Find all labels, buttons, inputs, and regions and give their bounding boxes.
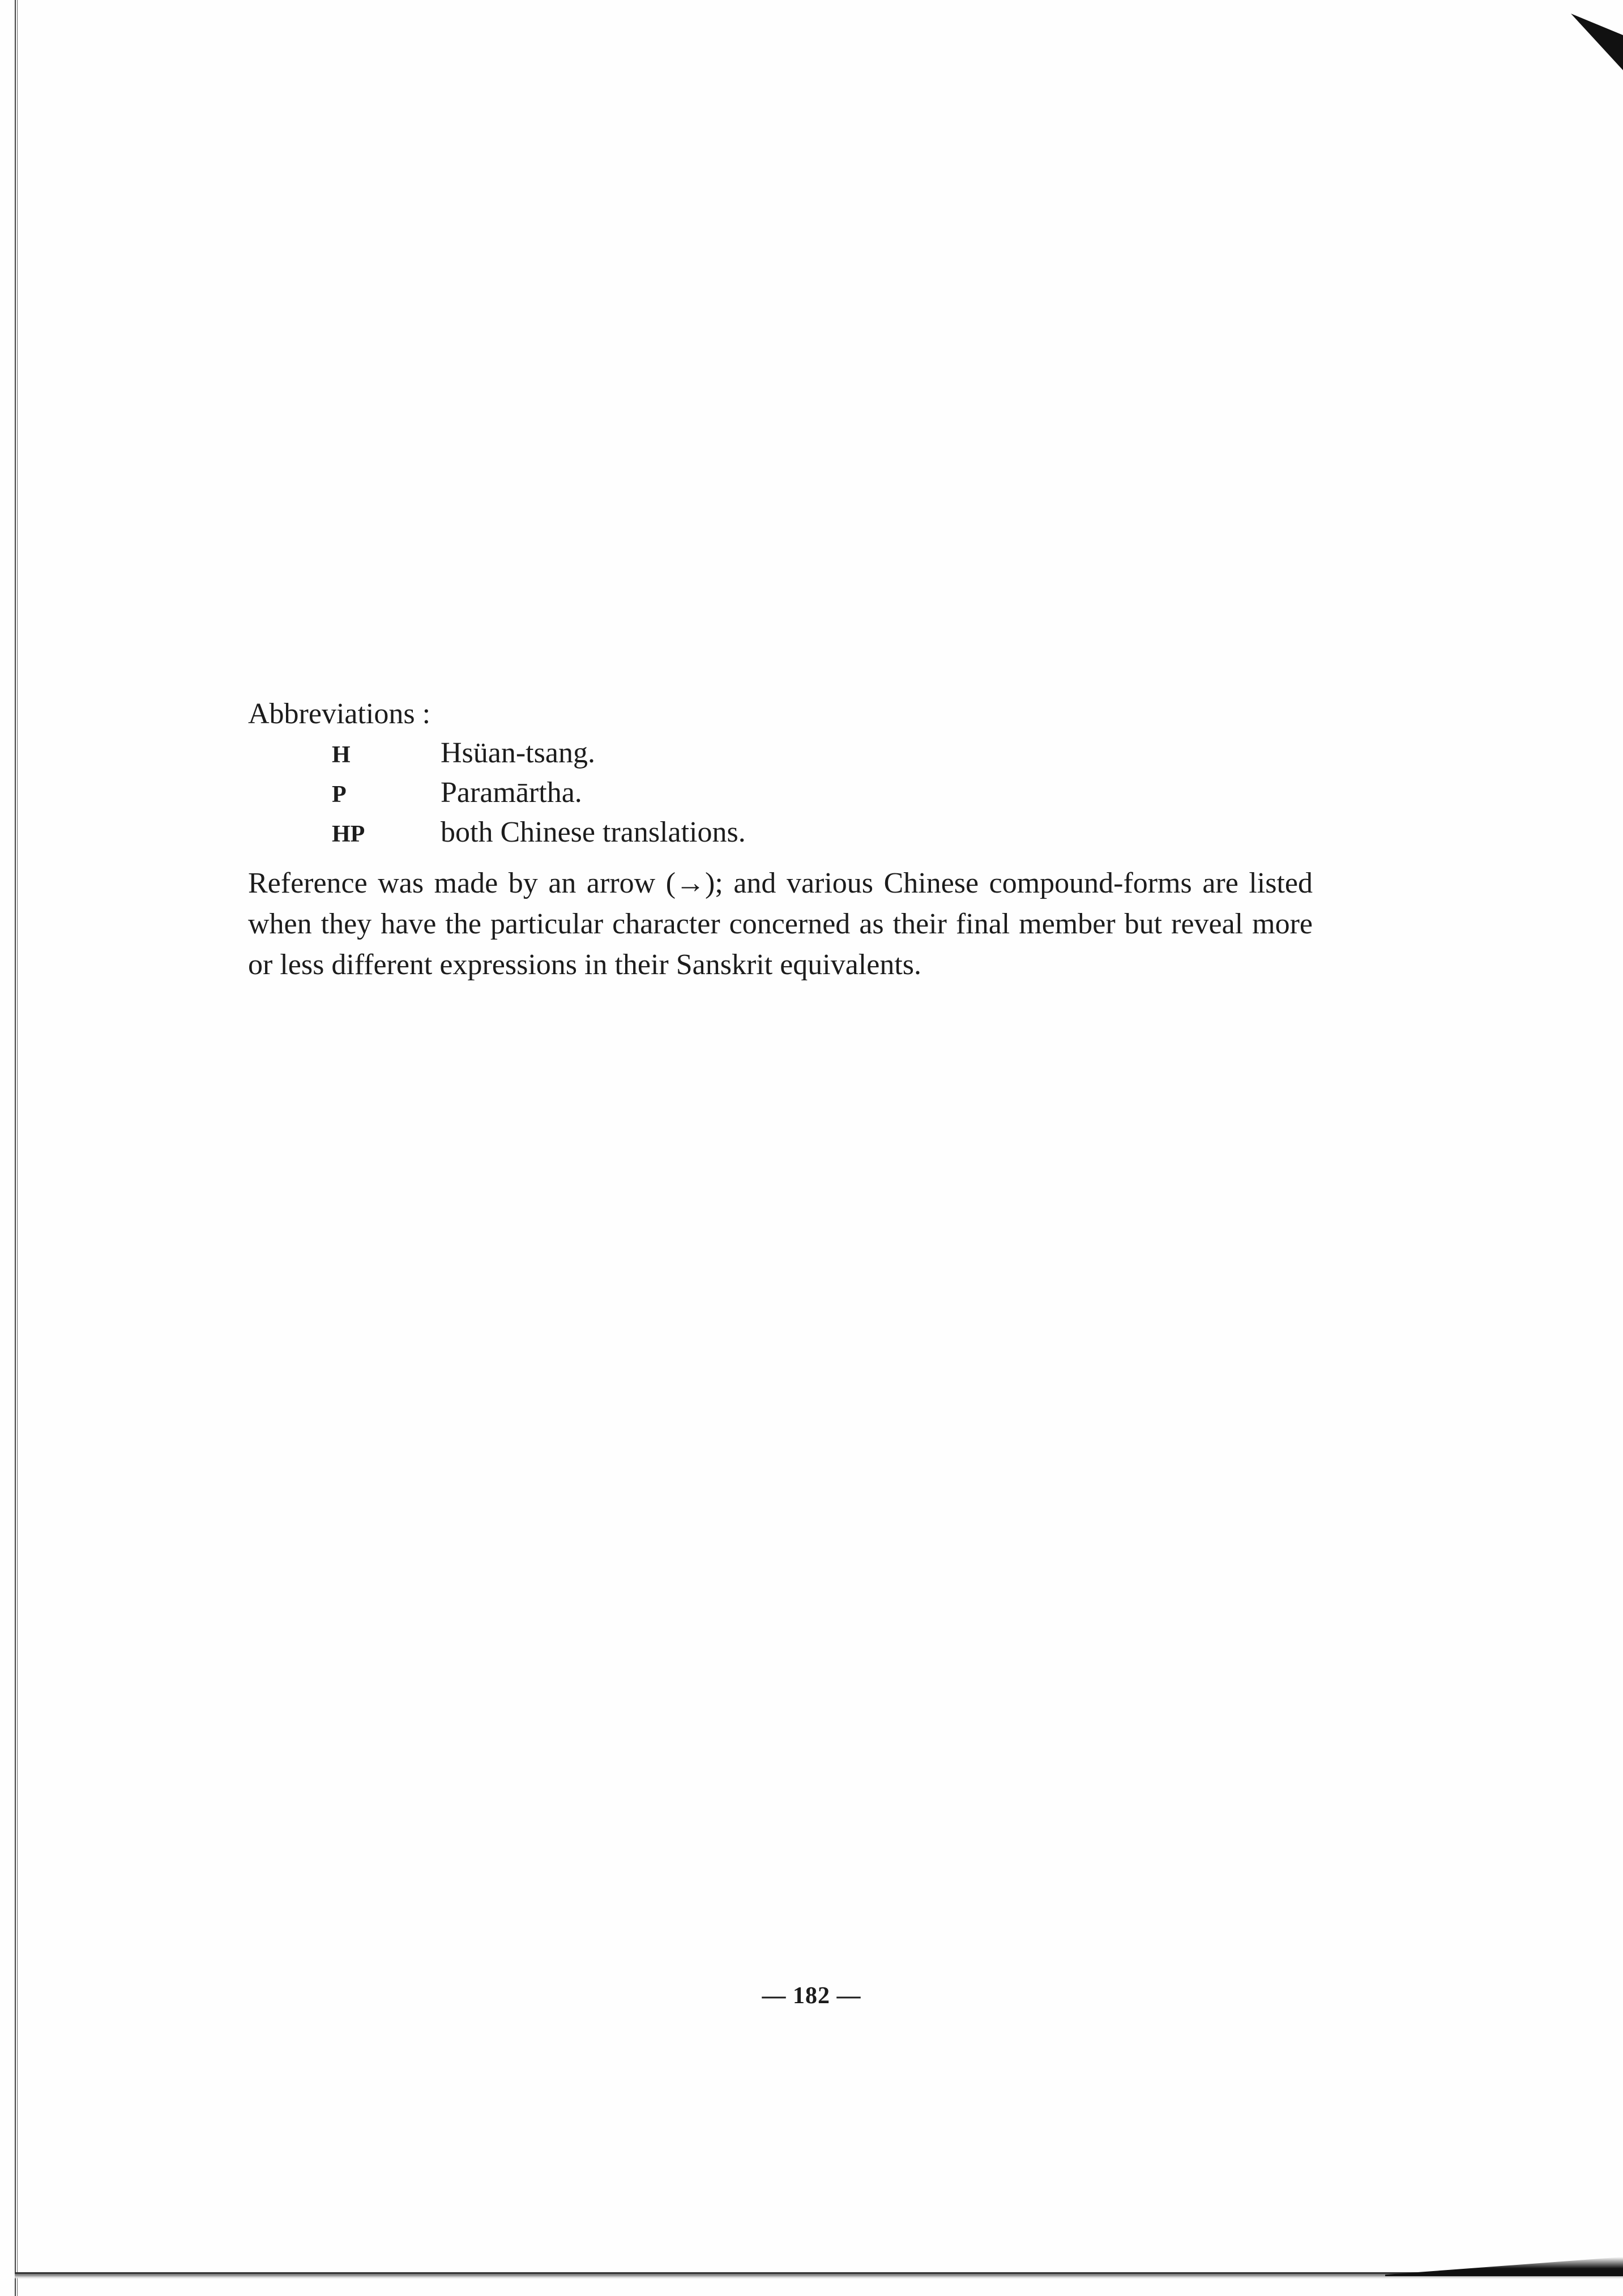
abbreviation-meaning: both Chinese translations. [441,816,746,848]
abbreviation-meaning: Hsüan-tsang. [441,737,595,769]
abbreviation-code: P [332,782,347,808]
abbreviation-entry [248,776,1313,816]
corner-fold [1571,14,1623,70]
bottom-edge [15,2272,1623,2279]
abbreviations-list [248,736,1313,855]
abbreviation-entry [248,736,1313,776]
abbreviation-meaning: Paramārtha. [441,776,582,809]
page-content [248,695,1313,985]
bottom-right-shadow [1385,2257,1623,2276]
page-number: — 182 — [762,1983,861,2009]
abbreviation-code: H [332,742,351,768]
reference-paragraph: Reference was made by an arrow (→); and various Chinese compound-forms are listed when they have the particular character concerned as their final member but reveal more or less different expressions in their Sanskrit equivalents. [248,867,1313,981]
abbreviation-entry [248,816,1313,855]
binding-edge [15,0,19,2296]
abbreviation-code: HP [332,821,365,847]
abbreviations-heading: Abbreviations : [248,698,431,730]
